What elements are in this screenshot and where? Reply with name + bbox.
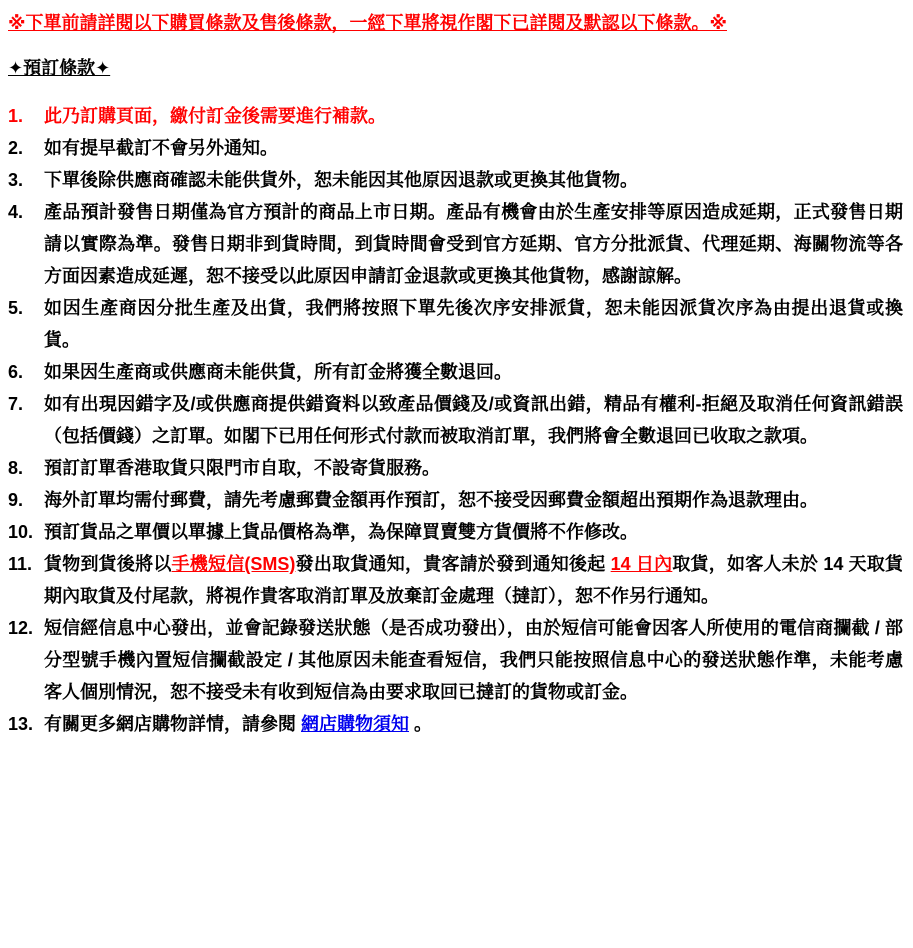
- term-item-6: [8, 356, 903, 388]
- term-number: 12.: [8, 618, 34, 638]
- term-item-9: [8, 484, 903, 516]
- term-item-12: [8, 612, 903, 708]
- term-item-13: [8, 708, 903, 740]
- term-number: 11.: [8, 554, 33, 574]
- term-text: 如果因生產商或供應商未能供貨，所有訂金將獲全數退回。: [44, 362, 512, 382]
- term-text: 貨物到貨後將以: [44, 554, 172, 574]
- term-number: 3.: [8, 170, 24, 190]
- section-heading-text: ✦預訂條款✦: [8, 58, 111, 78]
- shop-guide-link[interactable]: 網店購物須知: [301, 714, 409, 734]
- term-number: 13.: [8, 714, 34, 734]
- term-text: 海外訂單均需付郵費，請先考慮郵費金額再作預訂，恕不接受因郵費金額超出預期作為退款理由。: [44, 490, 818, 510]
- term-text: 預訂訂單香港取貨只限門市自取，不設寄貨服務。: [44, 458, 440, 478]
- term-text: 下單後除供應商確認未能供貨外，恕未能因其他原因退款或更換其他貨物。: [44, 170, 638, 190]
- term-item-8: [8, 452, 903, 484]
- term-number: 9.: [8, 490, 24, 510]
- term-text: 預訂貨品之單價以單據上貨品價格為準，為保障買賣雙方貨價將不作修改。: [44, 522, 638, 542]
- term-text: 如因生產商因分批生產及出貨，我們將按照下單先後次序安排派貨，恕未能因派貨次序為由提出退貨或換貨。: [44, 298, 903, 350]
- term-number: 2.: [8, 138, 24, 158]
- term-item-5: [8, 292, 903, 356]
- sms-highlight: 手機短信(SMS): [171, 554, 296, 574]
- term-text: 短信經信息中心發出，並會記錄發送狀態（是否成功發出），由於短信可能會因客人所使用的電信商攔截 / 部分型號手機內置短信攔截設定 / 其他原因未能查看短信，我們只能按照信息中心的發送狀態作準，未能考慮客人個別情況，恕不接受未有收到短信為由要求取回已撻訂的貨物或訂金。: [44, 618, 903, 702]
- term-item-1: [8, 100, 903, 132]
- term-item-7: [8, 388, 903, 452]
- term-text: 如有提早截訂不會另外通知。: [44, 138, 278, 158]
- term-number: 4.: [8, 202, 24, 222]
- term-item-4: [8, 196, 903, 292]
- term-number: 7.: [8, 394, 24, 414]
- term-item-10: [8, 516, 903, 548]
- term-number: 10.: [8, 522, 34, 542]
- term-number: 6.: [8, 362, 24, 382]
- terms-list: [8, 100, 903, 740]
- term-item-3: [8, 164, 903, 196]
- term-text: 產品預計發售日期僅為官方預計的商品上市日期。產品有機會由於生產安排等原因造成延期，正式發售日期請以實際為準。發售日期非到貨時間，到貨時間會受到官方延期、官方分批派貨、代理延期、海關物流等各方面因素造成延遲，恕不接受以此原因申請訂金退款或更換其他貨物，感謝諒解。: [44, 202, 903, 286]
- term-text: 此乃訂購頁面，繳付訂金後需要進行補款。: [44, 106, 386, 126]
- term-item-2: [8, 132, 903, 164]
- term-text: 取貨，如客人未於 14 天取貨期內取貨及付尾款，將視作貴客取消訂單及放棄訂金處理（撻訂），恕不作另行通知。: [44, 554, 904, 606]
- term-text: 如有出現因錯字及/或供應商提供錯資料以致產品價錢及/或資訊出錯，精品有權利-拒絕及取消任何資訊錯誤（包括價錢）之訂單。如閣下已用任何形式付款而被取消訂單，我們將會全數退回已收取之款項。: [44, 394, 903, 446]
- term-text: 發出取貨通知，貴客請於發到通知後起: [295, 554, 611, 574]
- term-text: 有關更多網店購物詳情，請參閱: [44, 714, 301, 734]
- section-heading-preorder-terms: [8, 54, 903, 82]
- term-text: 。: [409, 714, 433, 734]
- pickup-deadline-highlight: 14 日內: [610, 554, 673, 574]
- term-number: 5.: [8, 298, 24, 318]
- term-number: 1.: [8, 106, 24, 126]
- term-number: 8.: [8, 458, 24, 478]
- page-title: ※下單前請詳閱以下購買條款及售後條款，一經下單將視作閣下已詳閱及默認以下條款。※: [8, 13, 727, 33]
- term-item-11: [8, 548, 903, 612]
